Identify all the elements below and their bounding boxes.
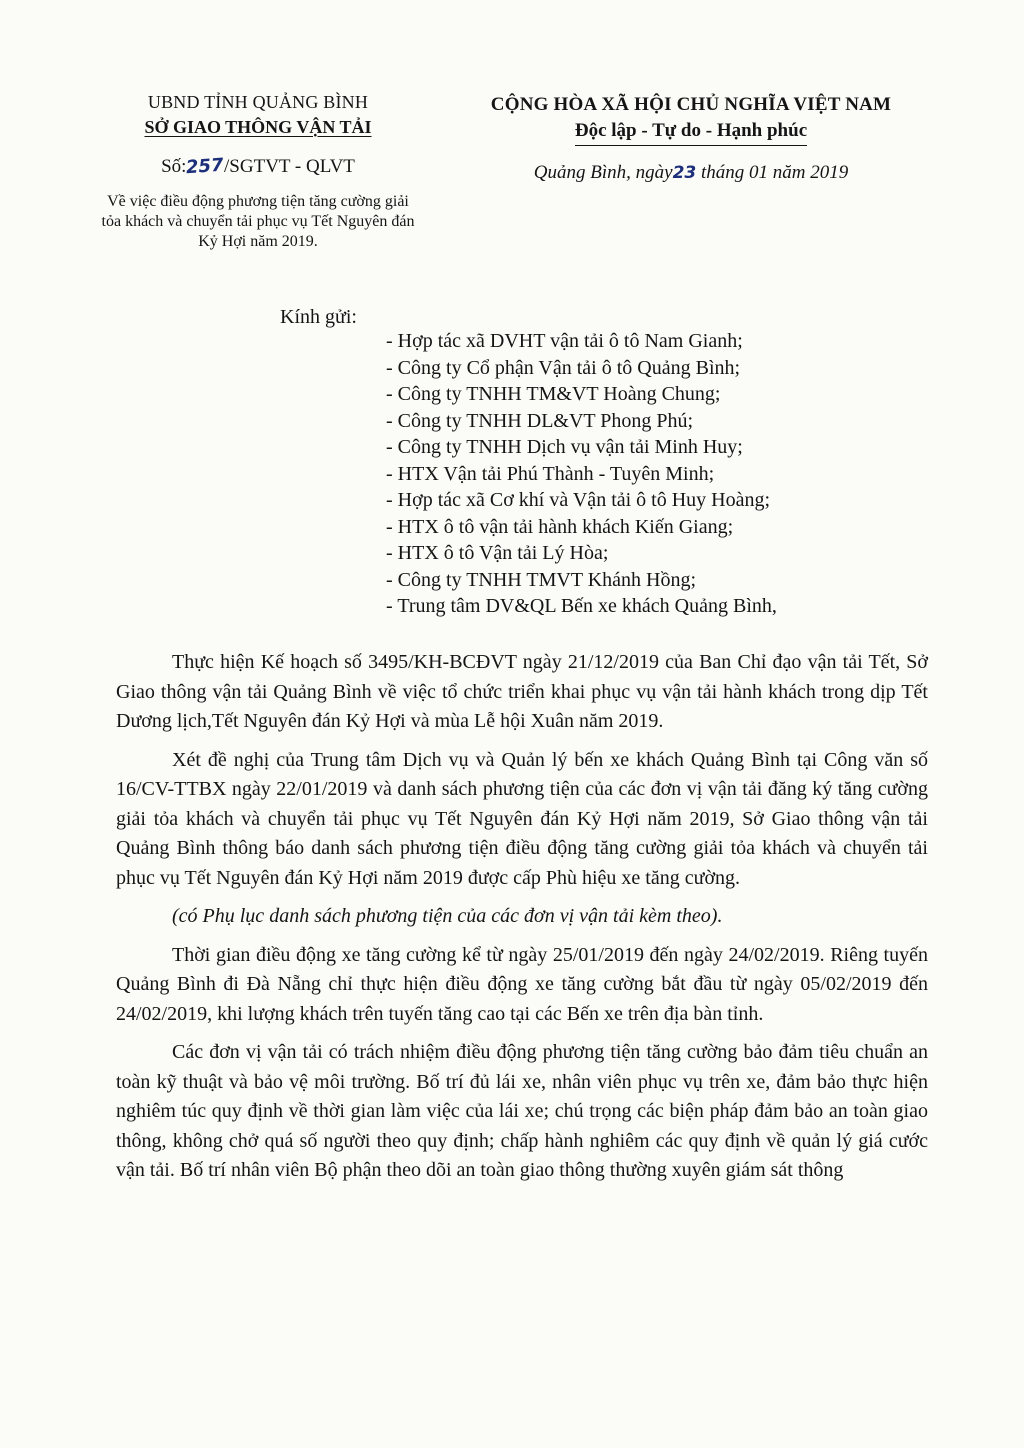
recipients-list [386, 328, 777, 620]
place-and-date: Quảng Bình, ngày23 tháng 01 năm 2019 [533, 162, 849, 183]
recipient-item: - Công ty TNHH TM&VT Hoàng Chung; [386, 381, 777, 408]
recipients-label: Kính gửi: [280, 306, 357, 328]
national-title: CỘNG HÒA XÃ HỘI CHỦ NGHĨA VIỆT NAM [490, 94, 892, 115]
recipient-item: - HTX ô tô vận tải hành khách Kiến Giang; [386, 514, 777, 541]
document-subject: Về việc điều động phương tiện tăng cường giải tỏa khách và chuyển tải phục vụ Tết Nguyên đán Kỷ Hợi năm 2019. [101, 193, 415, 250]
document-body [116, 648, 928, 1195]
handwritten-day: 23 [672, 163, 697, 183]
recipient-item: - Hợp tác xã Cơ khí và Vận tải ô tô Huy Hoàng; [386, 487, 777, 514]
recipient-item: - HTX Vận tải Phú Thành - Tuyên Minh; [386, 461, 777, 488]
recipient-item: - Công ty TNHH TMVT Khánh Hồng; [386, 567, 777, 594]
national-heading-block [456, 92, 926, 186]
document-number-suffix: /SGTVT - QLVT [224, 156, 355, 177]
recipient-item: - Công ty TNHH DL&VT Phong Phú; [386, 408, 777, 435]
document-number [78, 154, 438, 180]
recipient-item: - Công ty Cổ phận Vận tải ô tô Quảng Bình; [386, 355, 777, 382]
body-paragraph: Thực hiện Kế hoạch số 3495/KH-BCĐVT ngày 21/12/2019 của Ban Chỉ đạo vận tải Tết, Sở Giao thông vận tải Quảng Bình về việc tổ chức triển khai phục vụ vận tải hành khách trong dịp Tết Dương lịch,Tết Nguyên đán Kỷ Hợi và mùa Lễ hội Xuân năm 2019. [116, 651, 928, 732]
recipient-item: - Hợp tác xã DVHT vận tải ô tô Nam Gianh; [386, 328, 777, 355]
body-paragraph: Thời gian điều động xe tăng cường kể từ ngày 25/01/2019 đến ngày 24/02/2019. Riêng tuyến Quảng Bình đi Đà Nẵng chỉ thực hiện điều động xe tăng cường bắt đầu từ ngày 05/02/2019 đến 24/02/2019, khi lượng khách trên tuyến tăng cao tại các Bến xe trên địa bàn tỉnh. [116, 943, 928, 1025]
handwritten-number: 257 [185, 154, 225, 179]
body-paragraph: Xét đề nghị của Trung tâm Dịch vụ và Quản lý bến xe khách Quảng Bình tại Công văn số 16/CV-TTBX ngày 22/01/2019 và danh sách phương tiện của các đơn vị vận tải đăng ký tăng cường giải tỏa khách và chuyển tải phục vụ Tết Nguyên đán Kỷ Hợi năm 2019, Sở Giao thông vận tải Quảng Bình thông báo danh sách phương tiện điều động tăng cường giải tỏa khách và chuyển tải phục vụ Tết Nguyên đán Kỷ Hợi năm 2019 được cấp Phù hiệu xe tăng cường. [116, 748, 928, 889]
national-motto: Độc lập - Tự do - Hạnh phúc [575, 118, 807, 146]
appendix-note: (có Phụ lục danh sách phương tiện của các đơn vị vận tải kèm theo). [172, 905, 723, 927]
organization-name: SỞ GIAO THÔNG VẬN TẢI [144, 117, 372, 137]
document-number-prefix: Số: [161, 156, 187, 177]
body-paragraph: Các đơn vị vận tải có trách nhiệm điều động phương tiện tăng cường bảo đảm tiêu chuẩn an toàn kỹ thuật và bảo vệ môi trường. Bố trí đủ lái xe, nhân viên phục vụ trên xe, đảm bảo thực hiện nghiêm túc quy định về thời gian làm việc của lái xe; chú trọng các biện pháp đảm bảo an toàn giao thông, không chở quá số người theo quy định; chấp hành nghiêm các quy định về quản lý giá cước vận tải. Bố trí nhân viên Bộ phận theo dõi an toàn giao thông thường xuyên giám sát thông [116, 1041, 928, 1181]
issuing-authority-block [78, 90, 438, 252]
recipient-item: - Công ty TNHH Dịch vụ vận tải Minh Huy; [386, 434, 777, 461]
recipient-item: - Trung tâm DV&QL Bến xe khách Quảng Bình, [386, 593, 777, 620]
recipient-item: - HTX ô tô Vận tải Lý Hòa; [386, 540, 777, 567]
parent-organization: UBND TỈNH QUẢNG BÌNH [147, 92, 369, 112]
